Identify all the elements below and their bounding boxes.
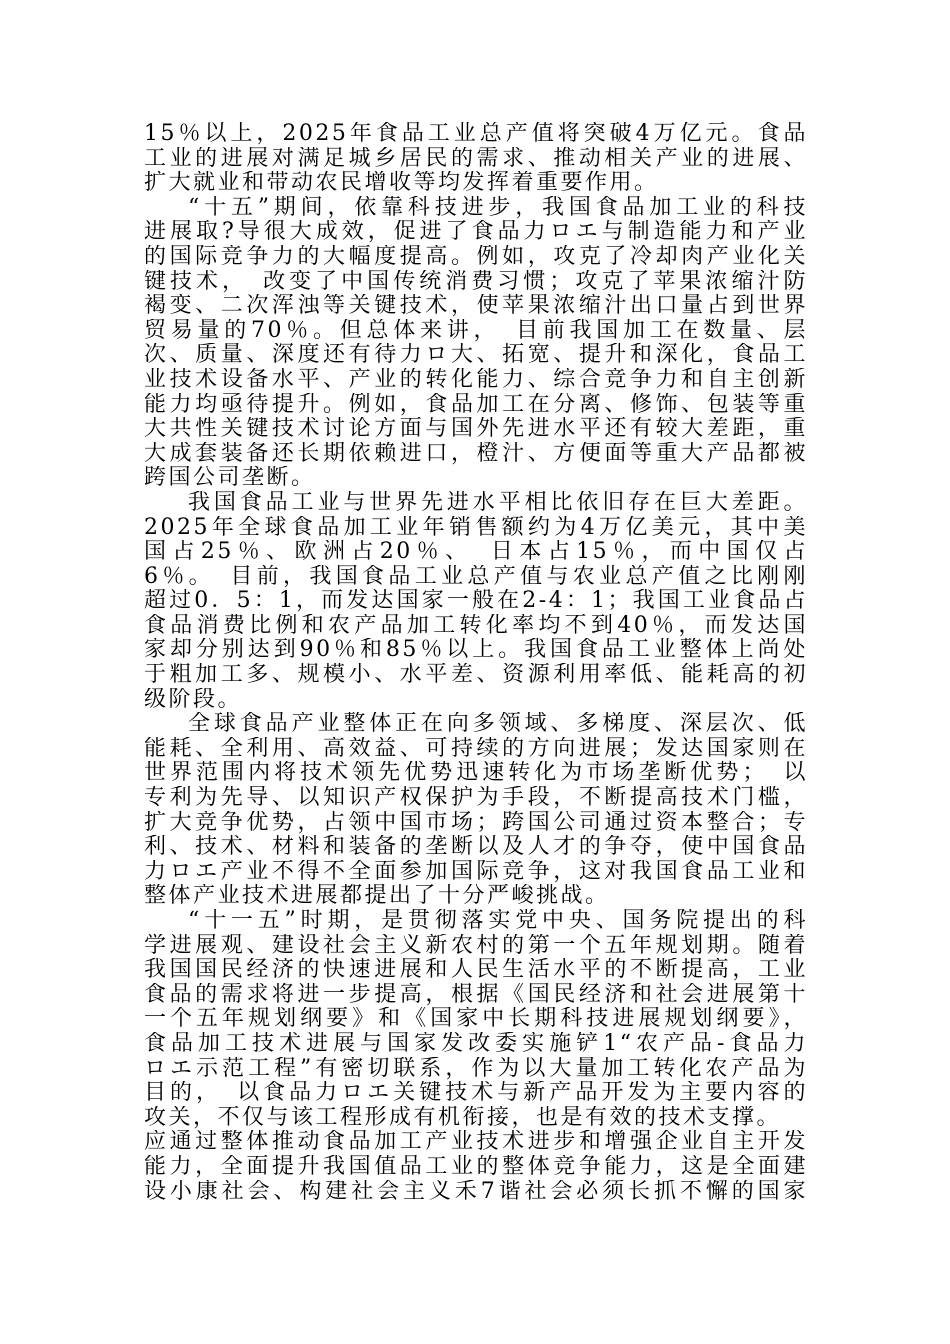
text-line: 大共性关键技术讨论方面与国外先进水平还有较大差距，重	[144, 417, 808, 442]
text-line: “十五”期间，依靠科技进步，我国食品加工业的科技	[188, 195, 808, 220]
text-line: 贸易量的70％。但总体来讲， 目前我国加工在数量、层	[144, 318, 808, 343]
text-line: 进展取?导很大成效，促进了食品力ロエ与制造能力和产业	[144, 220, 808, 245]
text-line: 世界范围内将技术领先优势迅速转化为市场垄断优势； 以	[144, 761, 808, 786]
text-line: 攻关，不仅与该工程形成有机衔接，也是有效的技术支撑。	[144, 1105, 782, 1130]
text-line: 6％。 目前，我国食品工业总产值与农业总产值之比刚刚	[144, 564, 808, 589]
text-line: 学进展观、建设社会主义新农村的第一个五年规划期。随着	[144, 933, 808, 958]
text-line: 级阶段。	[144, 687, 243, 712]
text-line: 一个五年规划纲要》和《国家中长期科技进展规划纲要》，	[144, 1007, 808, 1032]
text-line: 键技术， 改变了中国传统消费习惯；攻克了苹果浓缩汁防	[144, 269, 808, 294]
text-line: 能力，全面提升我国值品工业的整体竞争能力，这是全面建	[144, 1154, 808, 1179]
text-line: 于粗加工多、规模小、水平差、资源利用率低、能耗高的初	[144, 663, 808, 688]
text-line: 整体产业技术进展都提出了十分严峻挑战。	[144, 884, 610, 909]
text-line: 我国国民经济的快速进展和人民生活水平的不断提高，工业	[144, 958, 808, 983]
text-line: 扩大竞争优势，占领中国市场；跨国公司通过资本整合；专	[144, 810, 808, 835]
text-line: 15％以上，2025年食品工业总产值将突破4万亿元。食品	[144, 122, 808, 146]
text-line: 利、技术、材料和装备的垄断以及人才的争夺，使中国食品	[144, 835, 808, 860]
text-line: 力ロエ产业不得不全面参加国际竞争，这对我国食品工业和	[144, 859, 808, 884]
text-line: 褐变、二次浑浊等关键技术，使苹果浓缩汁出口量占到世界	[144, 294, 808, 319]
text-line: 食品的需求将进一步提高，根据《国民经济和社会进展第十	[144, 982, 808, 1007]
text-line: 国占25％、欧洲占20％、 日本占15％，而中国仅占	[144, 540, 808, 565]
text-line: 扩大就业和带动农民增收等均发挥着重要作用。	[144, 171, 659, 196]
body-text	[144, 122, 808, 1204]
text-line: “十一五”时期，是贯彻落实党中央、国务院提出的科	[188, 909, 808, 933]
text-line: 大成套装备还长期依赖进口，橙汁、方便面等重大产品都被	[144, 441, 808, 466]
text-line: 次、质量、深度还有待力ロ大、拓宽、提升和深化，食品工	[144, 343, 808, 368]
text-line: 目的， 以食品力ロエ关键技术与新产品开发为主要内容的	[144, 1081, 808, 1106]
text-line: 设小康社会、构建社会主义禾7谐社会必须长抓不懈的国家	[144, 1179, 808, 1204]
text-line: ロエ示范工程”有密切联系，作为以大量加工转化农产品为	[144, 1056, 808, 1081]
text-line: 全球食品产业整体正在向多领域、多梯度、深层次、低	[188, 712, 808, 737]
text-line: 的国际竞争力的大幅度提高。例如，攻克了冷却肉产业化关	[144, 244, 808, 269]
text-line: 家却分别达到90％和85％以上。我国食品工业整体上尚处	[144, 638, 808, 663]
text-line: 食品消费比例和农产品加工转化率均不到40％，而发达国	[144, 613, 808, 638]
text-line: 能耗、全利用、高效益、可持续的方向进展；发达国家则在	[144, 736, 808, 761]
text-line: 业技术设备水平、产业的转化能力、综合竞争力和自主创新	[144, 367, 808, 392]
text-line: 跨国公司垄断。	[144, 466, 316, 491]
text-line: 能力均亟待提升。例如，食品加工在分离、修饰、包装等重	[144, 392, 808, 417]
text-line: 我国食品工业与世界先进水平相比依旧存在巨大差距。	[188, 490, 808, 515]
text-line: 专利为先导、以知识产权保护为手段，不断提高技术门槛，	[144, 786, 808, 811]
text-line: 2025年全球食品加工业年销售额约为4万亿美元，其中美	[144, 515, 808, 540]
text-line: 应通过整体推动食品加工产业技术进步和增强企业自主开发	[144, 1130, 808, 1155]
text-line: 超过0．5：1，而发达国家一般在2-4：1；我国工业食品占	[144, 589, 808, 614]
text-line: 工业的进展对满足城乡居民的需求、推动相关产业的进展、	[144, 146, 808, 171]
text-line: 食品加工技术进展与国家发改委实施铲1“农产品-食品力	[144, 1031, 808, 1056]
